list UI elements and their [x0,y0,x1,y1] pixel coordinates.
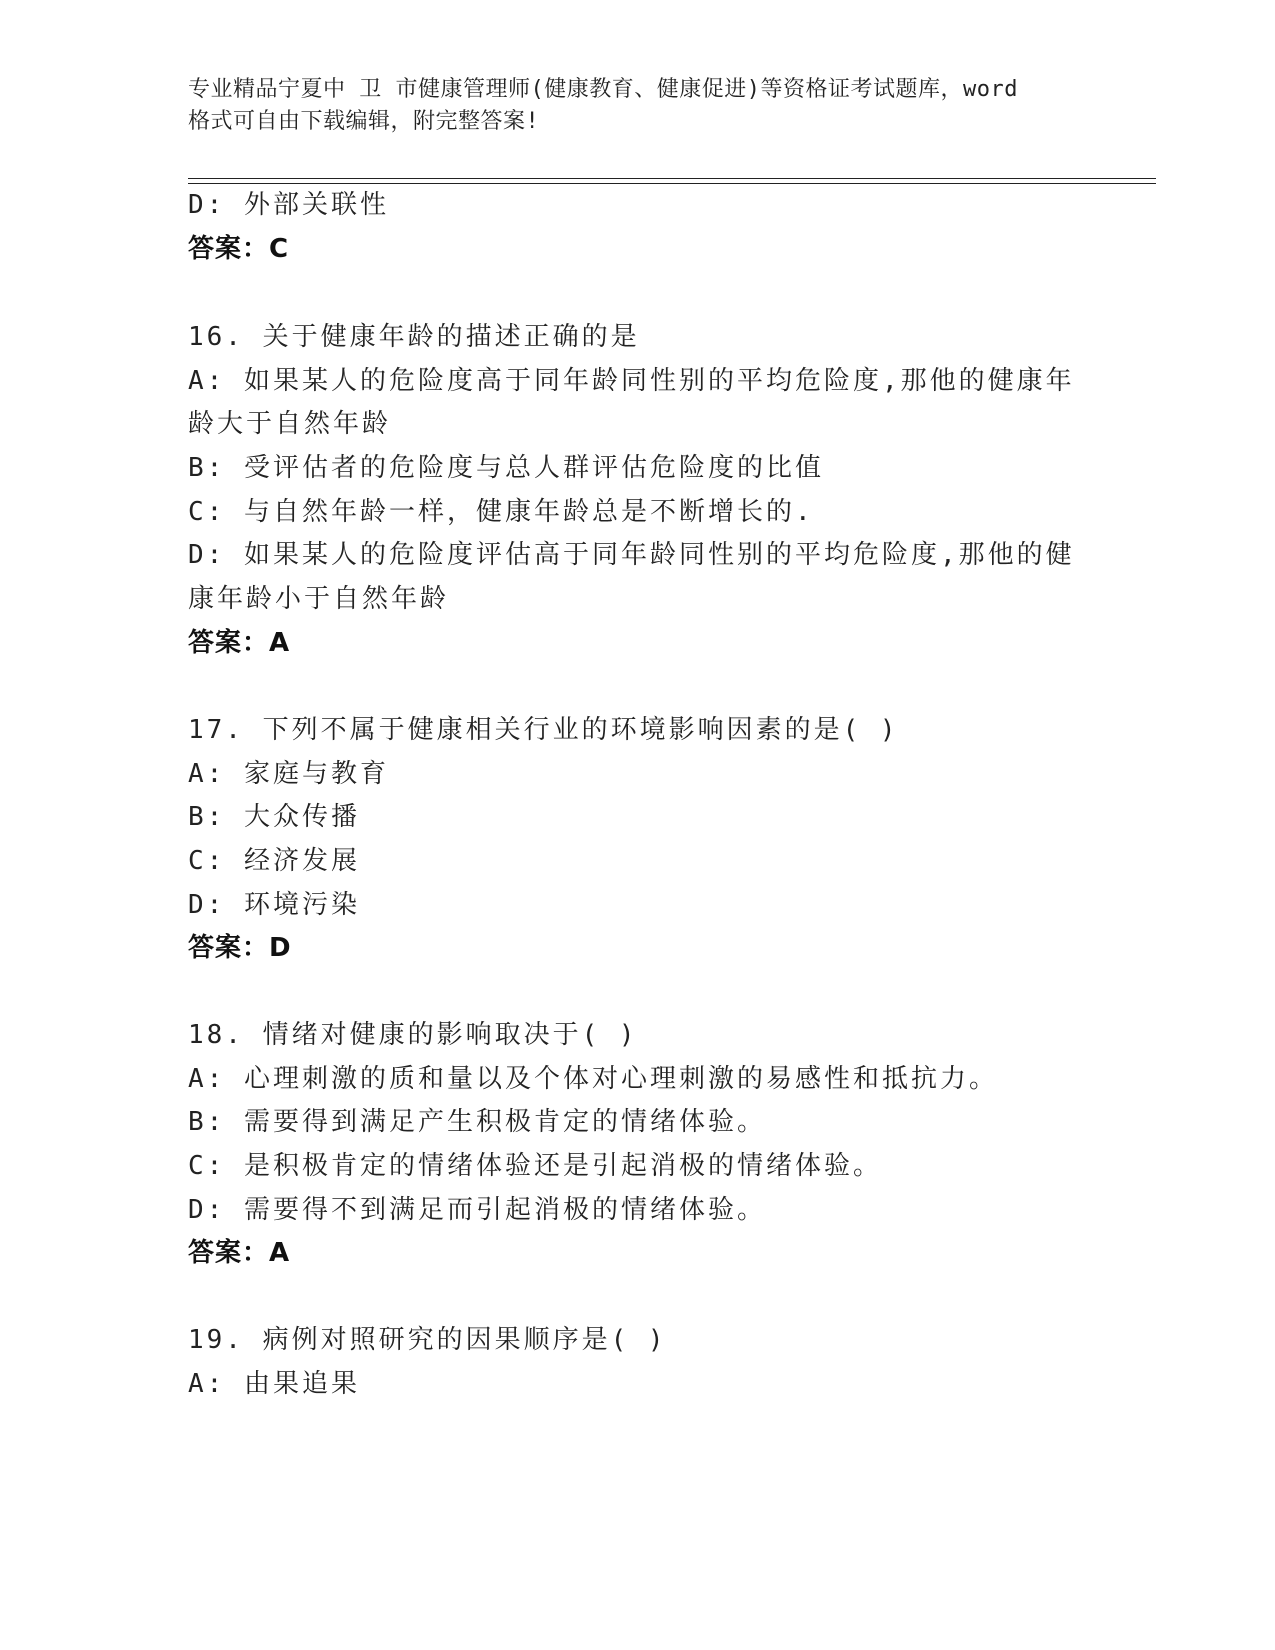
option-d-q17: D: 环境污染 [188,890,360,920]
option-a-q19: A: 由果追果 [188,1369,360,1399]
header-divider-top [188,178,1156,179]
option-c-q16: C: 与自然年龄一样，健康年龄总是不断增长的. [188,497,814,527]
answer-q15: 答案：C [188,234,290,264]
option-a-q16-cont: 龄大于自然年龄 [188,409,392,439]
option-a-q16: A: 如果某人的危险度高于同年龄同性别的平均危险度,那他的健康年 [188,366,1075,396]
question-18: 18. 情绪对健康的影响取决于( ) [188,1020,638,1050]
option-b-q18: B: 需要得到满足产生积极肯定的情绪体验。 [188,1107,766,1137]
question-19: 19. 病例对照研究的因果顺序是( ) [188,1325,667,1355]
answer-q18: 答案：A [188,1238,291,1268]
option-d-q15: D: 外部关联性 [188,190,389,220]
option-a-q17: A: 家庭与教育 [188,759,389,789]
option-d-q16: D: 如果某人的危险度评估高于同年龄同性别的平均危险度,那他的健 [188,540,1075,570]
answer-q16: 答案：A [188,628,291,658]
option-d-q18: D: 需要得不到满足而引起消极的情绪体验。 [188,1195,766,1225]
page-header [188,74,1088,138]
option-c-q18: C: 是积极肯定的情绪体验还是引起消极的情绪体验。 [188,1151,882,1181]
header-line-2: 格式可自由下载编辑，附完整答案! [188,109,540,134]
option-b-q16: B: 受评估者的危险度与总人群评估危险度的比值 [188,453,824,483]
header-line-1: 专业精品宁夏中 卫 市健康管理师(健康教育、健康促进)等资格证考试题库，word [188,77,1018,102]
option-a-q18: A: 心理刺激的质和量以及个体对心理刺激的易感性和抵抗力。 [188,1064,998,1094]
option-b-q17: B: 大众传播 [188,802,360,832]
question-16: 16. 关于健康年龄的描述正确的是 [188,322,640,352]
header-divider-bottom [188,183,1156,184]
option-d-q16-cont: 康年龄小于自然年龄 [188,584,450,614]
answer-q17: 答案：D [188,933,292,963]
option-c-q17: C: 经济发展 [188,846,360,876]
question-17: 17. 下列不属于健康相关行业的环境影响因素的是( ) [188,715,899,745]
